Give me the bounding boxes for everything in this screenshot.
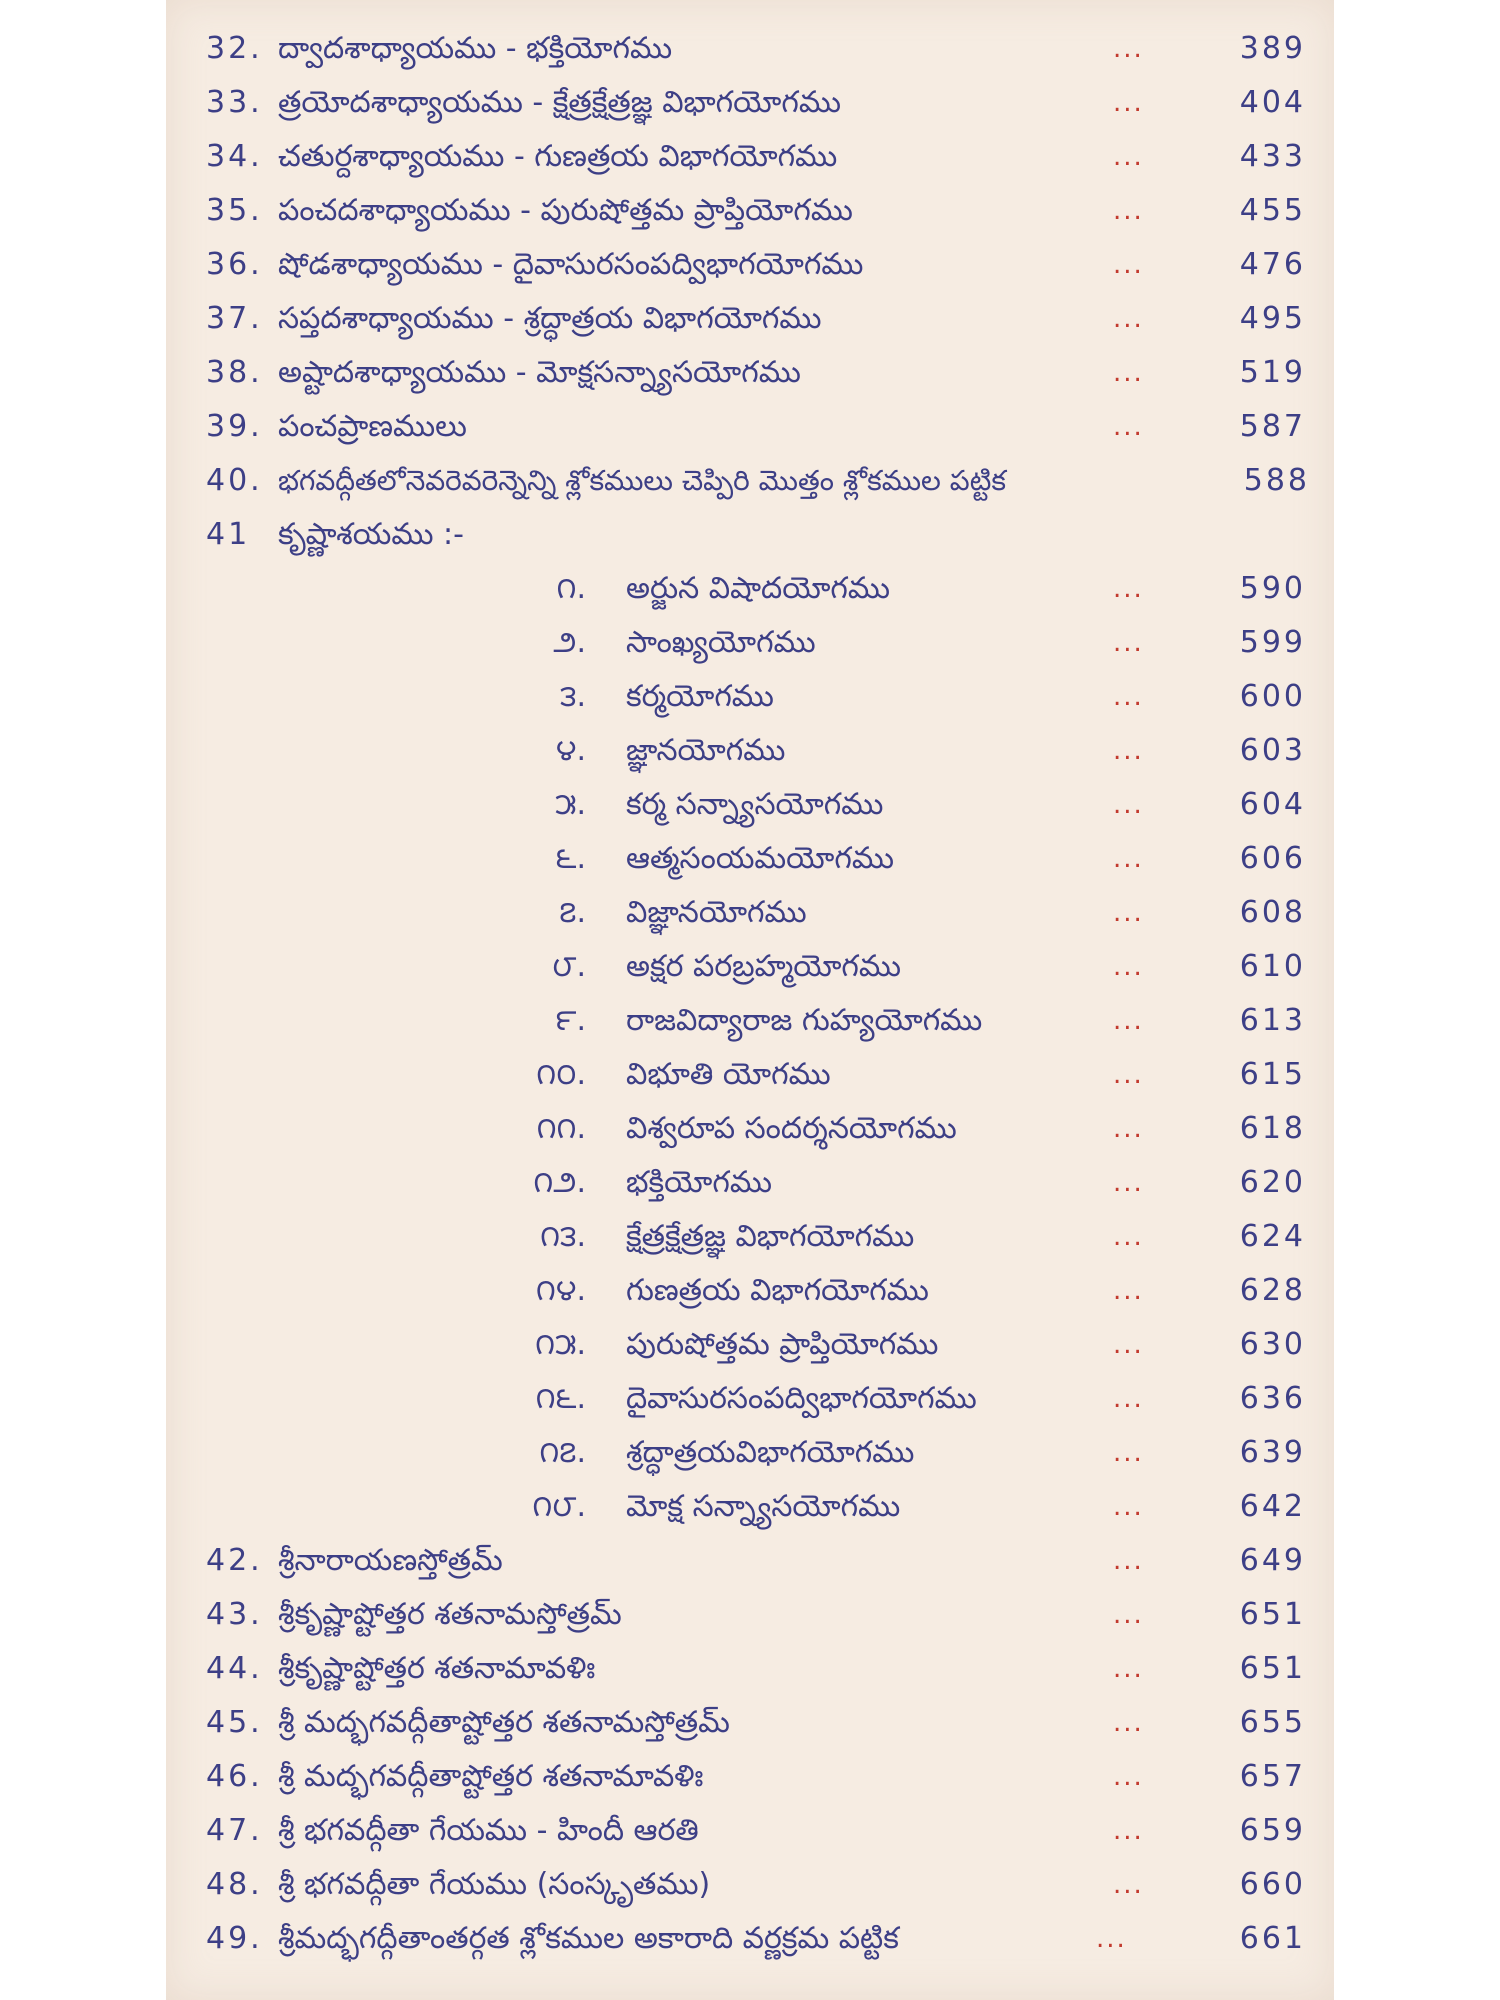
page-number: 655	[1239, 1705, 1306, 1740]
sub-entry-number: ౧౬.	[535, 1381, 586, 1416]
leader-dots: ...	[1113, 1438, 1144, 1468]
entry-title: కృష్ణాశయము :-	[278, 517, 464, 552]
sub-entry-title: కర్మయోగము	[626, 679, 774, 714]
page-number: 649	[1239, 1543, 1306, 1578]
toc-sub-entry	[166, 1372, 1334, 1426]
page-number: 404	[1239, 85, 1306, 120]
sub-entry-title: జ్ఞానయోగము	[626, 733, 786, 768]
toc-entry	[166, 1912, 1334, 1966]
entry-number: 42.	[206, 1543, 263, 1578]
toc-entry	[166, 400, 1334, 454]
leader-dots: ...	[1113, 736, 1144, 766]
page-number: 433	[1239, 139, 1306, 174]
entry-title: అష్టాదశాధ్యాయము - మోక్షసన్న్యాసయోగము	[278, 355, 801, 390]
entry-number: 38.	[206, 355, 263, 390]
entry-title: పంచదశాధ్యాయము - పురుషోత్తమ ప్రాప్తియోగము	[278, 193, 853, 228]
leader-dots: ...	[1113, 628, 1144, 658]
toc-entry	[166, 346, 1334, 400]
sub-entry-title: పురుషోత్తమ ప్రాప్తియోగము	[626, 1327, 939, 1362]
page-number: 659	[1239, 1813, 1306, 1848]
entry-number: 49.	[206, 1921, 263, 1956]
sub-entry-number: ౮.	[552, 949, 586, 984]
sub-entry-title: విజ్ఞానయోగము	[626, 895, 807, 930]
entry-title: శ్రీమద్భగద్గీతాంతర్గత శ్లోకముల అకారాది వర్ణక్రమ పట్టిక	[278, 1921, 899, 1956]
toc-sub-entry	[166, 724, 1334, 778]
sub-entry-number: ౧౩.	[540, 1219, 586, 1254]
page-number: 587	[1239, 409, 1306, 444]
toc-entry	[166, 1804, 1334, 1858]
page-number: 657	[1239, 1759, 1306, 1794]
leader-dots: ...	[1113, 1060, 1144, 1090]
entry-number: 32.	[206, 31, 263, 66]
entry-number: 48.	[206, 1867, 263, 1902]
toc-sub-entry	[166, 994, 1334, 1048]
toc-entry	[166, 292, 1334, 346]
page-number: 599	[1239, 625, 1306, 660]
page-number: 628	[1239, 1273, 1306, 1308]
toc-sub-entry	[166, 1048, 1334, 1102]
sub-entry-number: ౨.	[553, 625, 586, 660]
sub-entry-number: ౭.	[559, 895, 586, 930]
entry-number: 41	[206, 517, 251, 552]
sub-entry-number: ౪.	[555, 733, 586, 768]
page-number: 660	[1239, 1867, 1306, 1902]
sub-entry-title: మోక్ష సన్న్యాసయోగము	[626, 1489, 901, 1524]
leader-dots: ...	[1113, 1654, 1144, 1684]
toc-entry	[166, 1858, 1334, 1912]
entry-title: పంచప్రాణములు	[278, 409, 467, 444]
entry-title: శ్రీనారాయణస్తోత్రమ్	[278, 1543, 503, 1578]
page-number: 624	[1239, 1219, 1306, 1254]
leader-dots: ...	[1113, 844, 1144, 874]
page-number: 651	[1239, 1651, 1306, 1686]
entry-number: 37.	[206, 301, 263, 336]
toc-sub-entry	[166, 778, 1334, 832]
leader-dots: ...	[1113, 1600, 1144, 1630]
leader-dots: ...	[1113, 1168, 1144, 1198]
leader-dots: ...	[1113, 142, 1144, 172]
toc-sub-entry	[166, 670, 1334, 724]
sub-entry-number: ౯.	[555, 1003, 586, 1038]
entry-number: 35.	[206, 193, 263, 228]
entry-title: షోడశాధ్యాయము - దైవాసురసంపద్విభాగయోగము	[278, 247, 864, 282]
page-number: 600	[1239, 679, 1306, 714]
toc-sub-entry	[166, 562, 1334, 616]
leader-dots: ...	[1113, 1708, 1144, 1738]
leader-dots: ...	[1113, 304, 1144, 334]
toc-sub-entry	[166, 1480, 1334, 1534]
leader-dots: ...	[1113, 358, 1144, 388]
page-number: 618	[1239, 1111, 1306, 1146]
toc-sub-entry	[166, 1156, 1334, 1210]
entry-number: 43.	[206, 1597, 263, 1632]
leader-dots: ...	[1113, 1870, 1144, 1900]
entry-title: సప్తదశాధ్యాయము - శ్రద్ధాత్రయ విభాగయోగము	[278, 301, 822, 336]
leader-dots: ...	[1113, 574, 1144, 604]
leader-dots: ...	[1113, 196, 1144, 226]
sub-entry-number: ౧.	[556, 571, 586, 606]
page-number: 476	[1239, 247, 1306, 282]
sub-entry-number: ౧౧.	[536, 1111, 586, 1146]
entry-number: 33.	[206, 85, 263, 120]
sub-entry-number: ౫.	[555, 787, 586, 822]
entry-number: 44.	[206, 1651, 263, 1686]
sub-entry-title: దైవాసురసంపద్విభాగయోగము	[626, 1381, 977, 1416]
entry-number: 47.	[206, 1813, 263, 1848]
page-number: 608	[1239, 895, 1306, 930]
entry-title: శ్రీ మద్భగవద్గీతాష్టోత్తర శతనామావళిః	[278, 1759, 704, 1794]
page-number: 588	[1243, 463, 1310, 498]
entry-number: 46.	[206, 1759, 263, 1794]
leader-dots: ...	[1113, 898, 1144, 928]
entry-number: 45.	[206, 1705, 263, 1740]
toc-entry	[166, 184, 1334, 238]
entry-title: ద్వాదశాధ్యాయము - భక్తియోగము	[278, 31, 673, 66]
leader-dots: ...	[1113, 682, 1144, 712]
page-number: 613	[1239, 1003, 1306, 1038]
toc-entry	[166, 1642, 1334, 1696]
leader-dots: ...	[1113, 88, 1144, 118]
leader-dots: ...	[1113, 790, 1144, 820]
toc-sub-entry	[166, 1318, 1334, 1372]
leader-dots: ...	[1113, 1384, 1144, 1414]
toc-entry	[166, 22, 1334, 76]
page-number: 519	[1239, 355, 1306, 390]
leader-dots: ...	[1113, 1114, 1144, 1144]
leader-dots: ...	[1113, 1492, 1144, 1522]
page-number: 615	[1239, 1057, 1306, 1092]
leader-dots: ...	[1113, 34, 1144, 64]
toc-entry	[166, 508, 1334, 562]
leader-dots: ...	[1113, 1816, 1144, 1846]
toc-entry	[166, 1750, 1334, 1804]
toc-sub-entry	[166, 1426, 1334, 1480]
toc-entry	[166, 130, 1334, 184]
sub-entry-title: రాజవిద్యారాజ గుహ్యయోగము	[626, 1003, 983, 1038]
leader-dots: ...	[1113, 1546, 1144, 1576]
sub-entry-number: ౧౫.	[535, 1327, 586, 1362]
entry-title: శ్రీ భగవద్గీతా గేయము - హిందీ ఆరతి	[278, 1813, 699, 1848]
toc-sub-entry	[166, 832, 1334, 886]
sub-entry-number: ౧౭.	[539, 1435, 586, 1470]
sub-entry-number: ౩.	[560, 679, 586, 714]
sub-entry-title: భక్తియోగము	[626, 1165, 772, 1200]
toc-entry	[166, 1696, 1334, 1750]
sub-entry-title: సాంఖ్యయోగము	[626, 625, 816, 660]
sub-entry-number: ౧౪.	[535, 1273, 586, 1308]
leader-dots: ...	[1113, 1330, 1144, 1360]
sub-entry-title: గుణత్రయ విభాగయోగము	[626, 1273, 929, 1308]
sub-entry-title: అక్షర పరబ్రహ్మయోగము	[626, 949, 902, 984]
sub-entry-number: ౧౨.	[533, 1165, 586, 1200]
leader-dots: ...	[1113, 1276, 1144, 1306]
toc-sub-entry	[166, 1210, 1334, 1264]
sub-entry-title: క్షేత్రక్షేత్రజ్ఞ విభాగయోగము	[626, 1219, 915, 1254]
entry-number: 34.	[206, 139, 263, 174]
toc-sub-entry	[166, 616, 1334, 670]
leader-dots: ...	[1113, 250, 1144, 280]
entry-number: 39.	[206, 409, 263, 444]
toc-entry	[166, 1534, 1334, 1588]
entry-title: చతుర్దశాధ్యాయము - గుణత్రయ విభాగయోగము	[278, 139, 838, 174]
entry-title: త్రయోదశాధ్యాయము - క్షేత్రక్షేత్రజ్ఞ విభాగయోగము	[278, 85, 841, 120]
page-number: 639	[1239, 1435, 1306, 1470]
entry-title: శ్రీ భగవద్గీతా గేయము (సంస్కృతము)	[278, 1867, 711, 1902]
toc-sub-entry	[166, 886, 1334, 940]
sub-entry-number: ౧౦.	[536, 1057, 586, 1092]
sub-entry-title: ఆత్మసంయమయోగము	[626, 841, 894, 876]
page-number: 630	[1239, 1327, 1306, 1362]
page-number: 636	[1239, 1381, 1306, 1416]
page-number: 495	[1239, 301, 1306, 336]
sub-entry-title: శ్రద్ధాత్రయవిభాగయోగము	[626, 1435, 915, 1470]
page-number: 610	[1239, 949, 1306, 984]
leader-dots: ...	[1113, 1762, 1144, 1792]
book-page	[166, 0, 1334, 2000]
sub-entry-title: విభూతి యోగము	[626, 1057, 831, 1092]
toc-entry	[166, 1588, 1334, 1642]
page-number: 603	[1239, 733, 1306, 768]
entry-number: 40.	[206, 463, 263, 498]
page-number: 642	[1239, 1489, 1306, 1524]
entry-title: శ్రీకృష్ణాష్టోత్తర శతనామావళిః	[278, 1651, 596, 1686]
leader-dots: ...	[1113, 412, 1144, 442]
sub-entry-title: విశ్వరూప సందర్శనయోగము	[626, 1111, 957, 1146]
page-number: 651	[1239, 1597, 1306, 1632]
entry-title: శ్రీ మద్భగవద్గీతాష్టోత్తర శతనామస్తోత్రమ్	[278, 1705, 730, 1740]
toc-sub-entry	[166, 940, 1334, 994]
sub-entry-number: ౧౮.	[532, 1489, 586, 1524]
page-number: 389	[1239, 31, 1306, 66]
entry-title: శ్రీకృష్ణాష్టోత్తర శతనామస్తోత్రమ్	[278, 1597, 622, 1632]
toc-entry	[166, 238, 1334, 292]
entry-number: 36.	[206, 247, 263, 282]
page-number: 455	[1239, 193, 1306, 228]
leader-dots: ...	[1113, 1006, 1144, 1036]
page-number: 590	[1239, 571, 1306, 606]
sub-entry-number: ౬.	[555, 841, 586, 876]
leader-dots: ...	[1113, 952, 1144, 982]
entry-title: భగవద్గీతలోనెవరెవరెన్నెన్ని శ్లోకములు చెప్పిరి మొత్తం శ్లోకముల పట్టిక	[278, 464, 1006, 497]
sub-entry-title: కర్మ సన్న్యాసయోగము	[626, 787, 884, 822]
toc-entry	[166, 454, 1334, 508]
toc-entry	[166, 76, 1334, 130]
leader-dots: ...	[1096, 1924, 1127, 1954]
page-number: 606	[1239, 841, 1306, 876]
page-number: 620	[1239, 1165, 1306, 1200]
page-number: 661	[1239, 1921, 1306, 1956]
leader-dots: ...	[1113, 1222, 1144, 1252]
toc-sub-entry	[166, 1102, 1334, 1156]
sub-entry-title: అర్జున విషాదయోగము	[626, 571, 891, 606]
page-number: 604	[1239, 787, 1306, 822]
toc-sub-entry	[166, 1264, 1334, 1318]
